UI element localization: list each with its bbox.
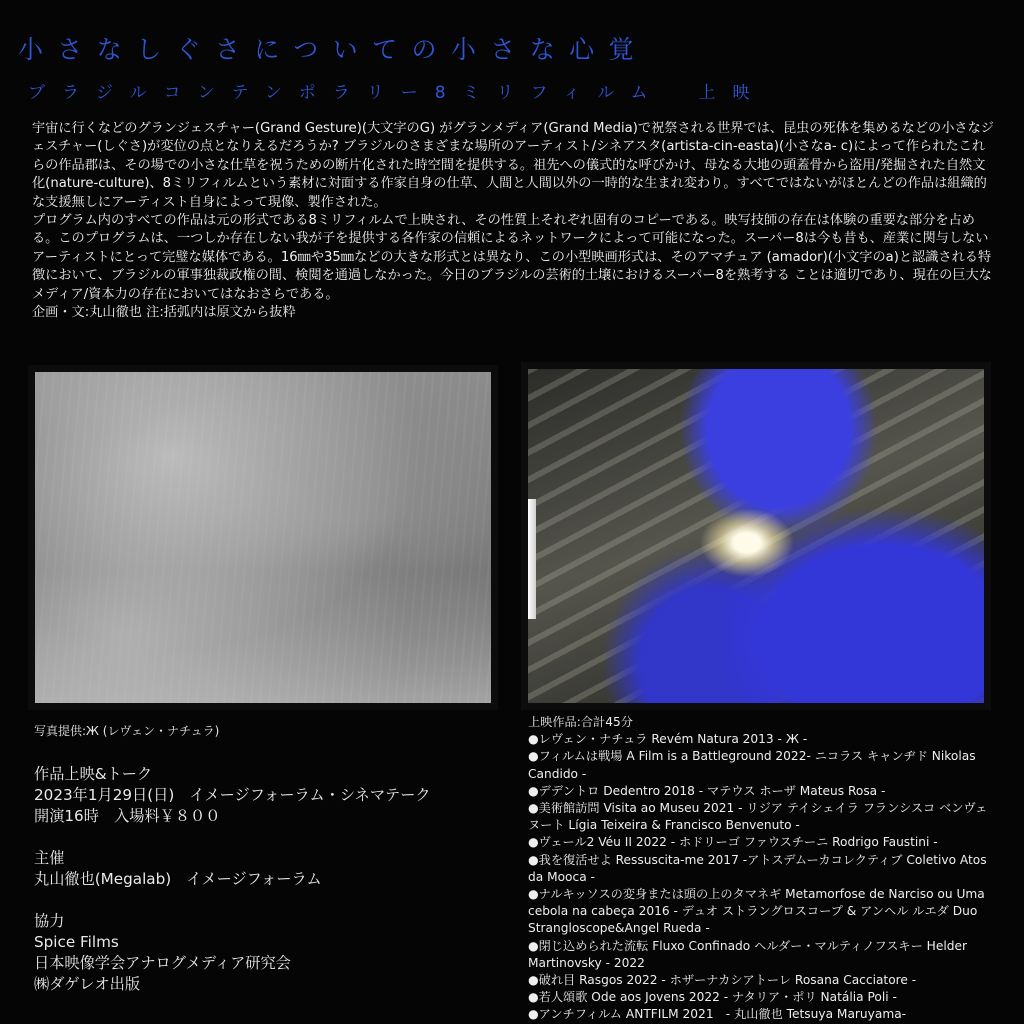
film-item: ●ナルキッソスの変身または頭の上のタマネギ Metamorfose de Narciso ou Uma cebola na cabeça 2016 - デュオ ストラングロスコープ & アンヘル ルエダ Duo Strangloscope&Angel Rueda - [528,887,985,936]
film-list [528,714,990,1024]
film-item: ●フィルムは戦場 A Film is a Battleground 2022- ニコラス キャンヂド Nikolas Candido - [528,749,976,781]
supporter: ㈱ダゲレオ出版 [34,975,141,993]
photo-credit: 写真提供:Ж (レヴェン・ナチュラ) [34,724,220,738]
film-item: ●若人頌歌 Ode aos Jovens 2022 - ナタリア・ポリ Natália Poli - [528,990,897,1005]
film-item: ●ヴェール2 Véu II 2022 - ホドリーゴ ファウスチーニ Rodrigo Faustini - [528,835,938,850]
support-label: 協力 [34,912,65,930]
intro-text [32,120,998,322]
page-title: 小さなしぐさについての小さな心覚 [18,35,648,64]
film-still-left [28,365,498,710]
page-subtitle: ブラジルコンテンポラリー8ミリフィルム 上映 [28,83,767,103]
event-date-venue: 2023年1月29日(日) イメージフォーラム・シネマテーク [34,786,431,804]
film-item: ●破れ目 Rasgos 2022 - ホザーナカシアトーレ Rosana Cacciatore - [528,973,917,988]
supporter: 日本映像学会アナログメディア研究会 [34,954,291,972]
film-item: ●我を復活せよ Ressuscita-me 2017 -アトスデムーカコレクティブ Coletivo Atos da Mooca - [528,852,987,884]
organizer-label: 主催 [34,849,65,867]
event-heading: 作品上映&トーク [34,765,153,783]
film-item: ●閉じ込められた流転 Fluxo Confinado ヘルダー・マルティノフスキー Helder Martinovsky - 2022 [528,938,967,970]
event-time-fee: 開演16時 入場料￥８００ [34,807,221,825]
film-still-right [521,362,991,710]
film-item: ●アンチフィルム ANTFILM 2021 - 丸山徹也 Tetsuya Maruyama- [528,1007,907,1022]
intro-paragraph: 宇宙に行くなどのグランジェスチャー(Grand Gesture)(大文字のG) がグランメディア(Grand Media)で祝祭される世界では、昆虫の死体を集めるなどの小さなジェスチャー(しぐさ)が変位の点となりえるだろうか? ブラジルのさまざまな場所のアーティスト/シネアスタ(artista-cin-easta)(小さなa- c)によって作られたこれらの作品郡は、その場での小さな仕草を祝うための断片化された時空間を提供する。祖先への儀式的な呼びかけ、母なる大地の頭蓋骨から盗用/発掘された自然文化(nature-culture)、8ミリフィルムという素材に対面する作家自身の仕草、人間と人間以外の一時的な生まれ変わり。すべてではないがほとんどの作品は組織的な支援無しにアーティスト自身によって現像、製作された。 [32,121,994,210]
supporter: Spice Films [34,933,119,951]
film-item: ●美術館訪問 Visita ao Museu 2021 - リジア テイシェイラ フランシスコ ベンヴェヌート Lígia Teixeira & Francisco Benvenuto - [528,801,988,833]
organizers: 丸山徹也(Megalab) イメージフォーラム [34,870,322,888]
film-list-heading: 上映作品:合計45分 [528,715,633,729]
intro-paragraph: プログラム内のすべての作品は元の形式である8ミリフィルムで上映され、その性質上それぞれ固有のコピーである。映写技師の存在は体験の重要な部分を占める。このプログラムは、一つしか存在しない我が子を提供する各作家の信頼によるネットワークによって可能になった。スーパー8は今も昔も、産業に関与しないアーティストにとって完璧な媒体である。16㎜や35㎜などの大きな形式とは異なり、この小型映画形式は、そのアマチュア (amador)(小文字のa)と認識される特徴において、ブラジルの軍事独裁政権の間、検閲を通過しなかった。今日のブラジルの芸術的土壌におけるスーパー8を熟考する ことは適切であり、現在の巨大なメディア/資本力の存在においてはなおさらである。 [32,213,992,302]
film-item: ●レヴェン・ナチュラ Revém Natura 2013 - Ж - [528,732,808,747]
intro-credit: 企画・文:丸山徹也 注:括弧内は原文から抜粋 [32,305,296,321]
film-item: ●デデントロ Dedentro 2018 - マテウス ホーザ Mateus Rosa - [528,783,886,798]
film-edge-highlight [528,499,536,619]
event-info [34,764,431,995]
